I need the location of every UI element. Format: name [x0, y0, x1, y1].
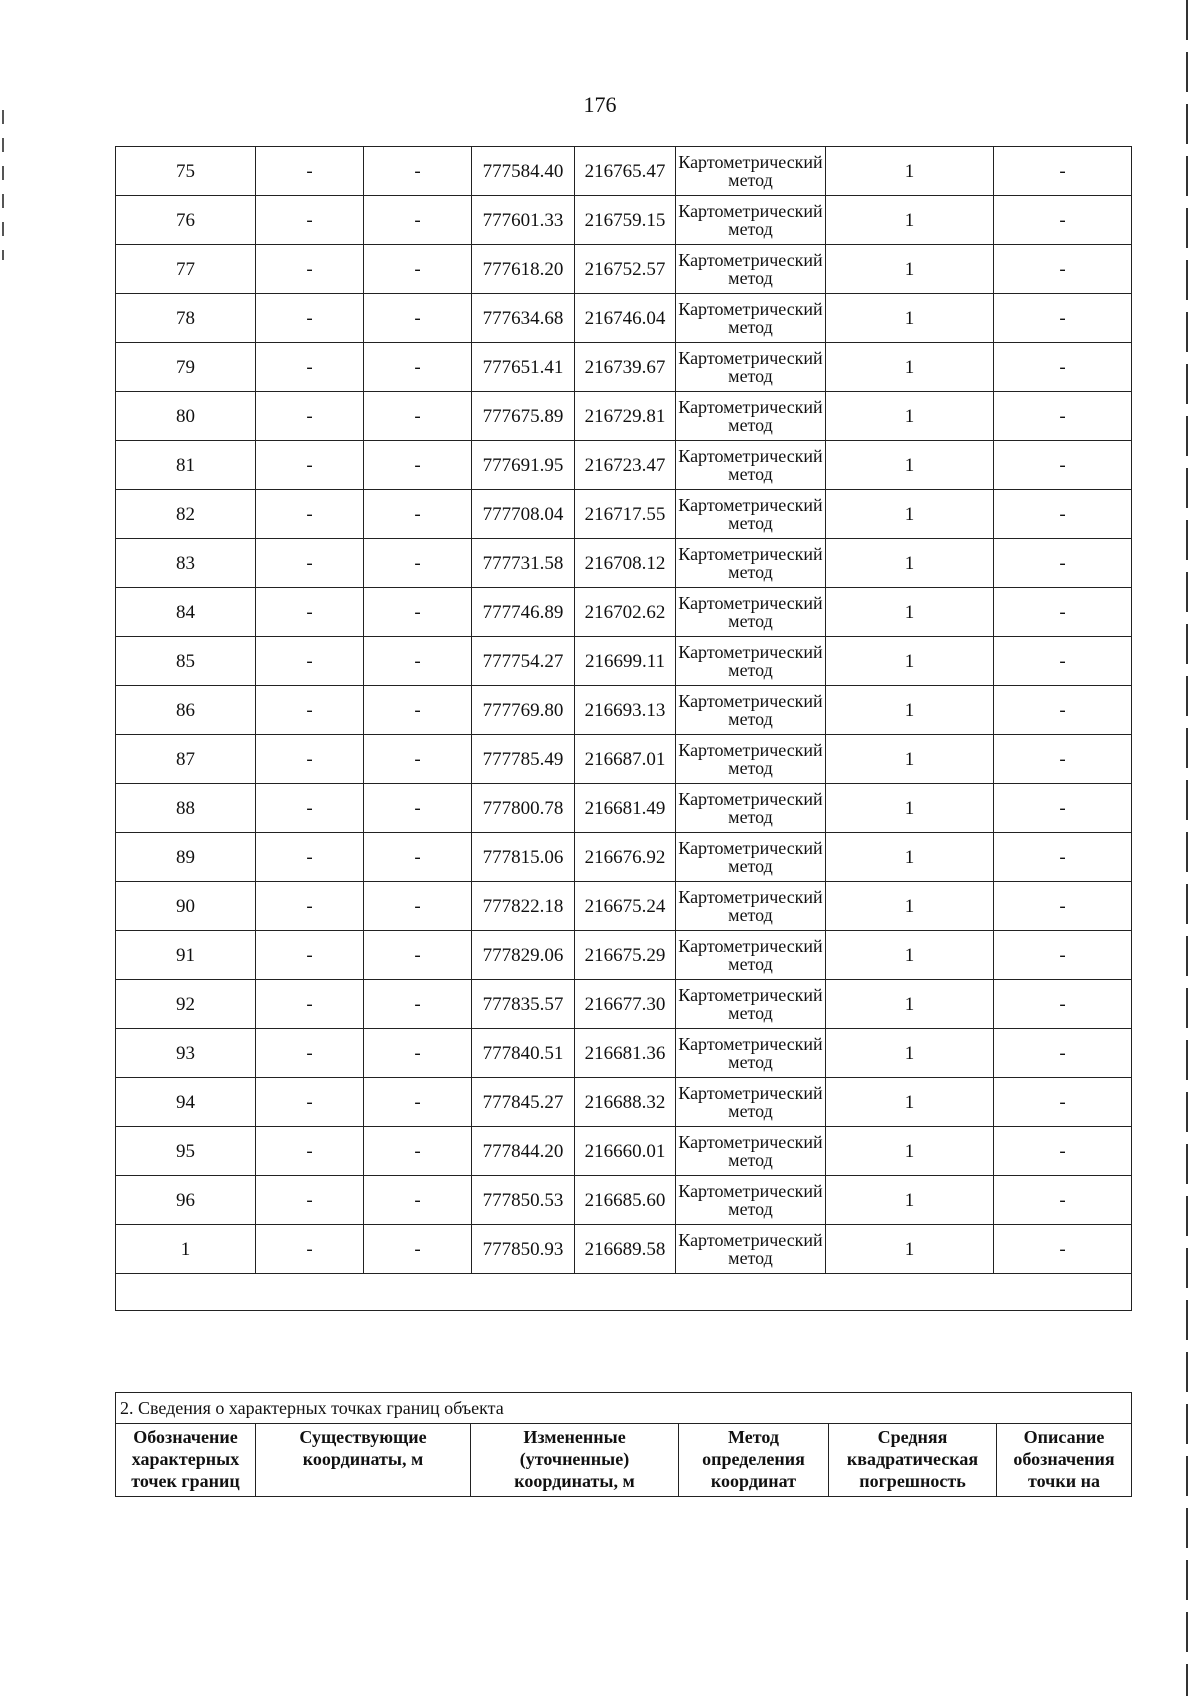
existing-x-cell: - — [256, 294, 364, 343]
updated-y-cell: 216685.60 — [575, 1176, 676, 1225]
point-id-cell: 82 — [116, 490, 256, 539]
updated-y-cell: 216699.11 — [575, 637, 676, 686]
table-row — [116, 686, 1132, 735]
point-id-cell: 91 — [116, 931, 256, 980]
method-cell: Картометрический метод — [676, 1176, 826, 1225]
description-cell: - — [994, 1176, 1132, 1225]
existing-x-cell: - — [256, 343, 364, 392]
point-id-cell: 87 — [116, 735, 256, 784]
updated-x-cell: 777829.06 — [472, 931, 575, 980]
point-id-cell: 85 — [116, 637, 256, 686]
updated-y-cell: 216689.58 — [575, 1225, 676, 1274]
existing-x-cell: - — [256, 392, 364, 441]
point-id-cell: 93 — [116, 1029, 256, 1078]
updated-y-cell: 216708.12 — [575, 539, 676, 588]
updated-y-cell: 216693.13 — [575, 686, 676, 735]
existing-x-cell: - — [256, 1029, 364, 1078]
point-id-cell: 94 — [116, 1078, 256, 1127]
existing-x-cell: - — [256, 245, 364, 294]
accuracy-cell: 1 — [826, 1029, 994, 1078]
description-cell: - — [994, 1078, 1132, 1127]
description-cell: - — [994, 980, 1132, 1029]
method-cell: Картометрический метод — [676, 833, 826, 882]
table-row — [116, 441, 1132, 490]
updated-y-cell: 216660.01 — [575, 1127, 676, 1176]
accuracy-cell: 1 — [826, 588, 994, 637]
method-cell: Картометрический метод — [676, 1225, 826, 1274]
updated-x-cell: 777675.89 — [472, 392, 575, 441]
point-id-cell: 90 — [116, 882, 256, 931]
point-id-cell: 78 — [116, 294, 256, 343]
updated-x-cell: 777844.20 — [472, 1127, 575, 1176]
accuracy-cell: 1 — [826, 686, 994, 735]
existing-x-cell: - — [256, 980, 364, 1029]
updated-y-cell: 216739.67 — [575, 343, 676, 392]
method-cell: Картометрический метод — [676, 147, 826, 196]
accuracy-cell: 1 — [826, 1176, 994, 1225]
section-header-row — [116, 1424, 1132, 1497]
updated-y-cell: 216723.47 — [575, 441, 676, 490]
accuracy-cell: 1 — [826, 441, 994, 490]
empty-cell — [116, 1274, 1132, 1311]
header-description: Описание обозначения точки на — [997, 1424, 1132, 1497]
existing-y-cell: - — [364, 1225, 472, 1274]
updated-x-cell: 777618.20 — [472, 245, 575, 294]
updated-x-cell: 777769.80 — [472, 686, 575, 735]
updated-x-cell: 777845.27 — [472, 1078, 575, 1127]
existing-x-cell: - — [256, 490, 364, 539]
coordinates-table-body — [116, 147, 1132, 1311]
accuracy-cell: 1 — [826, 637, 994, 686]
accuracy-cell: 1 — [826, 1078, 994, 1127]
updated-y-cell: 216729.81 — [575, 392, 676, 441]
section-title: 2. Сведения о характерных точках границ объекта — [116, 1393, 1132, 1424]
updated-x-cell: 777850.53 — [472, 1176, 575, 1225]
method-cell: Картометрический метод — [676, 1078, 826, 1127]
accuracy-cell: 1 — [826, 784, 994, 833]
existing-y-cell: - — [364, 1029, 472, 1078]
existing-x-cell: - — [256, 1078, 364, 1127]
updated-x-cell: 777584.40 — [472, 147, 575, 196]
table-row — [116, 735, 1132, 784]
method-cell: Картометрический метод — [676, 784, 826, 833]
existing-x-cell: - — [256, 637, 364, 686]
method-cell: Картометрический метод — [676, 196, 826, 245]
existing-x-cell: - — [256, 588, 364, 637]
description-cell: - — [994, 539, 1132, 588]
existing-y-cell: - — [364, 539, 472, 588]
existing-y-cell: - — [364, 735, 472, 784]
updated-y-cell: 216677.30 — [575, 980, 676, 1029]
updated-x-cell: 777708.04 — [472, 490, 575, 539]
description-cell: - — [994, 882, 1132, 931]
updated-y-cell: 216746.04 — [575, 294, 676, 343]
description-cell: - — [994, 392, 1132, 441]
accuracy-cell: 1 — [826, 539, 994, 588]
description-cell: - — [994, 1225, 1132, 1274]
updated-y-cell: 216676.92 — [575, 833, 676, 882]
updated-y-cell: 216702.62 — [575, 588, 676, 637]
existing-x-cell: - — [256, 686, 364, 735]
method-cell: Картометрический метод — [676, 245, 826, 294]
table-row — [116, 784, 1132, 833]
point-id-cell: 86 — [116, 686, 256, 735]
table-empty-row — [116, 1274, 1132, 1311]
accuracy-cell: 1 — [826, 980, 994, 1029]
existing-y-cell: - — [364, 245, 472, 294]
existing-y-cell: - — [364, 833, 472, 882]
existing-y-cell: - — [364, 686, 472, 735]
method-cell: Картометрический метод — [676, 539, 826, 588]
accuracy-cell: 1 — [826, 735, 994, 784]
point-id-cell: 79 — [116, 343, 256, 392]
point-id-cell: 95 — [116, 1127, 256, 1176]
accuracy-cell: 1 — [826, 1225, 994, 1274]
existing-y-cell: - — [364, 1127, 472, 1176]
description-cell: - — [994, 245, 1132, 294]
method-cell: Картометрический метод — [676, 637, 826, 686]
accuracy-cell: 1 — [826, 392, 994, 441]
table-row — [116, 1176, 1132, 1225]
boundary-points-header-table — [115, 1392, 1132, 1497]
point-id-cell: 75 — [116, 147, 256, 196]
table-row — [116, 882, 1132, 931]
method-cell: Картометрический метод — [676, 490, 826, 539]
table-row — [116, 196, 1132, 245]
table-row — [116, 931, 1132, 980]
existing-y-cell: - — [364, 392, 472, 441]
description-cell: - — [994, 588, 1132, 637]
accuracy-cell: 1 — [826, 294, 994, 343]
updated-x-cell: 777835.57 — [472, 980, 575, 1029]
existing-x-cell: - — [256, 1127, 364, 1176]
point-id-cell: 80 — [116, 392, 256, 441]
method-cell: Картометрический метод — [676, 1127, 826, 1176]
accuracy-cell: 1 — [826, 196, 994, 245]
method-cell: Картометрический метод — [676, 294, 826, 343]
description-cell: - — [994, 931, 1132, 980]
header-rms-error: Средняя квадратическая погрешность — [829, 1424, 997, 1497]
updated-y-cell: 216687.01 — [575, 735, 676, 784]
updated-x-cell: 777840.51 — [472, 1029, 575, 1078]
updated-x-cell: 777785.49 — [472, 735, 575, 784]
table-row — [116, 539, 1132, 588]
existing-x-cell: - — [256, 833, 364, 882]
updated-y-cell: 216717.55 — [575, 490, 676, 539]
table-row — [116, 343, 1132, 392]
description-cell: - — [994, 490, 1132, 539]
method-cell: Картометрический метод — [676, 343, 826, 392]
updated-y-cell: 216765.47 — [575, 147, 676, 196]
updated-x-cell: 777822.18 — [472, 882, 575, 931]
description-cell: - — [994, 1029, 1132, 1078]
existing-x-cell: - — [256, 882, 364, 931]
page-number: 176 — [583, 92, 617, 117]
updated-x-cell: 777815.06 — [472, 833, 575, 882]
point-id-cell: 77 — [116, 245, 256, 294]
existing-x-cell: - — [256, 1176, 364, 1225]
description-cell: - — [994, 294, 1132, 343]
existing-x-cell: - — [256, 931, 364, 980]
existing-x-cell: - — [256, 441, 364, 490]
accuracy-cell: 1 — [826, 833, 994, 882]
accuracy-cell: 1 — [826, 490, 994, 539]
updated-x-cell: 777731.58 — [472, 539, 575, 588]
existing-y-cell: - — [364, 637, 472, 686]
existing-y-cell: - — [364, 882, 472, 931]
table-row — [116, 1127, 1132, 1176]
existing-y-cell: - — [364, 343, 472, 392]
method-cell: Картометрический метод — [676, 1029, 826, 1078]
point-id-cell: 81 — [116, 441, 256, 490]
existing-y-cell: - — [364, 1078, 472, 1127]
existing-x-cell: - — [256, 1225, 364, 1274]
existing-y-cell: - — [364, 784, 472, 833]
scan-right-edge — [1186, 0, 1188, 1696]
existing-x-cell: - — [256, 147, 364, 196]
existing-x-cell: - — [256, 539, 364, 588]
method-cell: Картометрический метод — [676, 588, 826, 637]
existing-x-cell: - — [256, 196, 364, 245]
description-cell: - — [994, 196, 1132, 245]
updated-x-cell: 777800.78 — [472, 784, 575, 833]
point-id-cell: 96 — [116, 1176, 256, 1225]
updated-y-cell: 216752.57 — [575, 245, 676, 294]
description-cell: - — [994, 147, 1132, 196]
point-id-cell: 1 — [116, 1225, 256, 1274]
existing-y-cell: - — [364, 490, 472, 539]
updated-y-cell: 216675.29 — [575, 931, 676, 980]
table-row — [116, 490, 1132, 539]
updated-x-cell: 777746.89 — [472, 588, 575, 637]
updated-x-cell: 777691.95 — [472, 441, 575, 490]
description-cell: - — [994, 343, 1132, 392]
existing-x-cell: - — [256, 784, 364, 833]
table-row — [116, 245, 1132, 294]
updated-y-cell: 216675.24 — [575, 882, 676, 931]
point-id-cell: 92 — [116, 980, 256, 1029]
table-row — [116, 147, 1132, 196]
existing-y-cell: - — [364, 147, 472, 196]
existing-y-cell: - — [364, 1176, 472, 1225]
method-cell: Картометрический метод — [676, 735, 826, 784]
description-cell: - — [994, 686, 1132, 735]
updated-y-cell: 216681.49 — [575, 784, 676, 833]
method-cell: Картометрический метод — [676, 882, 826, 931]
description-cell: - — [994, 735, 1132, 784]
accuracy-cell: 1 — [826, 245, 994, 294]
table-row — [116, 1225, 1132, 1274]
table-row — [116, 980, 1132, 1029]
section-title-row — [116, 1393, 1132, 1424]
description-cell: - — [994, 1127, 1132, 1176]
scan-edge-marks — [2, 110, 4, 260]
coordinates-table — [115, 146, 1132, 1311]
method-cell: Картометрический метод — [676, 980, 826, 1029]
table-row — [116, 294, 1132, 343]
table-row — [116, 1029, 1132, 1078]
existing-y-cell: - — [364, 588, 472, 637]
table-row — [116, 833, 1132, 882]
existing-y-cell: - — [364, 980, 472, 1029]
point-id-cell: 83 — [116, 539, 256, 588]
method-cell: Картометрический метод — [676, 931, 826, 980]
table-row — [116, 588, 1132, 637]
updated-x-cell: 777634.68 — [472, 294, 575, 343]
updated-y-cell: 216759.15 — [575, 196, 676, 245]
accuracy-cell: 1 — [826, 147, 994, 196]
updated-x-cell: 777651.41 — [472, 343, 575, 392]
existing-y-cell: - — [364, 294, 472, 343]
header-point-designation: Обозначение характерных точек границ — [116, 1424, 256, 1497]
description-cell: - — [994, 637, 1132, 686]
description-cell: - — [994, 784, 1132, 833]
updated-y-cell: 216681.36 — [575, 1029, 676, 1078]
existing-x-cell: - — [256, 735, 364, 784]
header-existing-coordinates: Существующие координаты, м — [256, 1424, 471, 1497]
method-cell: Картометрический метод — [676, 392, 826, 441]
existing-y-cell: - — [364, 441, 472, 490]
method-cell: Картометрический метод — [676, 441, 826, 490]
accuracy-cell: 1 — [826, 343, 994, 392]
point-id-cell: 89 — [116, 833, 256, 882]
header-updated-coordinates: Измененные (уточненные) координаты, м — [471, 1424, 679, 1497]
header-method: Метод определения координат — [679, 1424, 829, 1497]
table-row — [116, 392, 1132, 441]
existing-y-cell: - — [364, 196, 472, 245]
point-id-cell: 88 — [116, 784, 256, 833]
point-id-cell: 76 — [116, 196, 256, 245]
table-row — [116, 637, 1132, 686]
description-cell: - — [994, 441, 1132, 490]
accuracy-cell: 1 — [826, 882, 994, 931]
accuracy-cell: 1 — [826, 1127, 994, 1176]
description-cell: - — [994, 833, 1132, 882]
table-row — [116, 1078, 1132, 1127]
accuracy-cell: 1 — [826, 931, 994, 980]
point-id-cell: 84 — [116, 588, 256, 637]
updated-x-cell: 777850.93 — [472, 1225, 575, 1274]
method-cell: Картометрический метод — [676, 686, 826, 735]
existing-y-cell: - — [364, 931, 472, 980]
updated-x-cell: 777601.33 — [472, 196, 575, 245]
updated-x-cell: 777754.27 — [472, 637, 575, 686]
updated-y-cell: 216688.32 — [575, 1078, 676, 1127]
